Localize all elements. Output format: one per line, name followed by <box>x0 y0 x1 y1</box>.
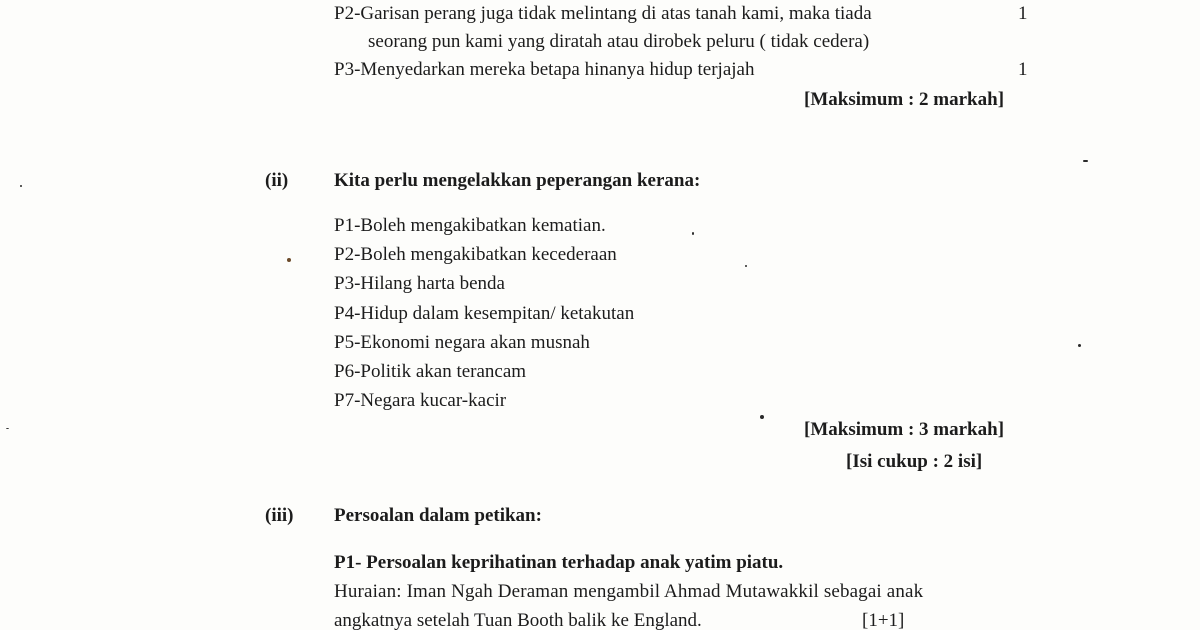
s1-p3-mark: 1 <box>1018 59 1028 80</box>
s2-point-7: P7-Negara kucar-kacir <box>334 390 507 411</box>
s1-max-marks: [Maksimum : 2 markah] <box>804 89 1005 110</box>
scan-speck <box>745 265 747 267</box>
s1-p2-line1: P2-Garisan perang juga tidak melintang di atas tanah kami, maka tiada <box>334 3 872 24</box>
s2-point-5: P5-Ekonomi negara akan musnah <box>334 332 590 353</box>
s3-huraian-mark: [1+1] <box>862 610 905 630</box>
s2-heading: Kita perlu mengelakkan peperangan kerana: <box>334 170 701 191</box>
s3-huraian-line1: Huraian: Iman Ngah Deraman mengambil Ahmad Mutawakkil sebagai anak <box>334 581 924 602</box>
s2-max-marks: [Maksimum : 3 markah] <box>804 419 1005 440</box>
s3-huraian-line2: angkatnya setelah Tuan Booth balik ke England. <box>334 610 702 630</box>
s3-label: (iii) <box>265 505 294 526</box>
scan-speck <box>287 258 291 262</box>
s2-point-1: P1-Boleh mengakibatkan kematian. <box>334 215 606 236</box>
scan-speck <box>1078 344 1081 347</box>
scan-speck <box>760 415 764 419</box>
scan-speck <box>1083 160 1088 162</box>
scan-speck <box>692 232 694 235</box>
s1-p2-mark: 1 <box>1018 3 1028 24</box>
s3-p1-title: P1- Persoalan keprihatinan terhadap anak yatim piatu. <box>334 552 784 573</box>
s2-isi-cukup: [Isi cukup : 2 isi] <box>846 451 983 472</box>
s3-heading: Persoalan dalam petikan: <box>334 505 542 526</box>
s2-point-3: P3-Hilang harta benda <box>334 273 505 294</box>
s2-label: (ii) <box>265 170 289 191</box>
s2-point-2: P2-Boleh mengakibatkan kecederaan <box>334 244 617 265</box>
s1-p2-line2: seorang pun kami yang diratah atau dirobek peluru ( tidak cedera) <box>368 31 870 52</box>
scan-speck <box>6 428 9 429</box>
s1-p3: P3-Menyedarkan mereka betapa hinanya hidup terjajah <box>334 59 755 80</box>
s2-point-6: P6-Politik akan terancam <box>334 361 527 382</box>
s2-point-4: P4-Hidup dalam kesempitan/ ketakutan <box>334 303 635 324</box>
scan-speck <box>20 185 22 187</box>
